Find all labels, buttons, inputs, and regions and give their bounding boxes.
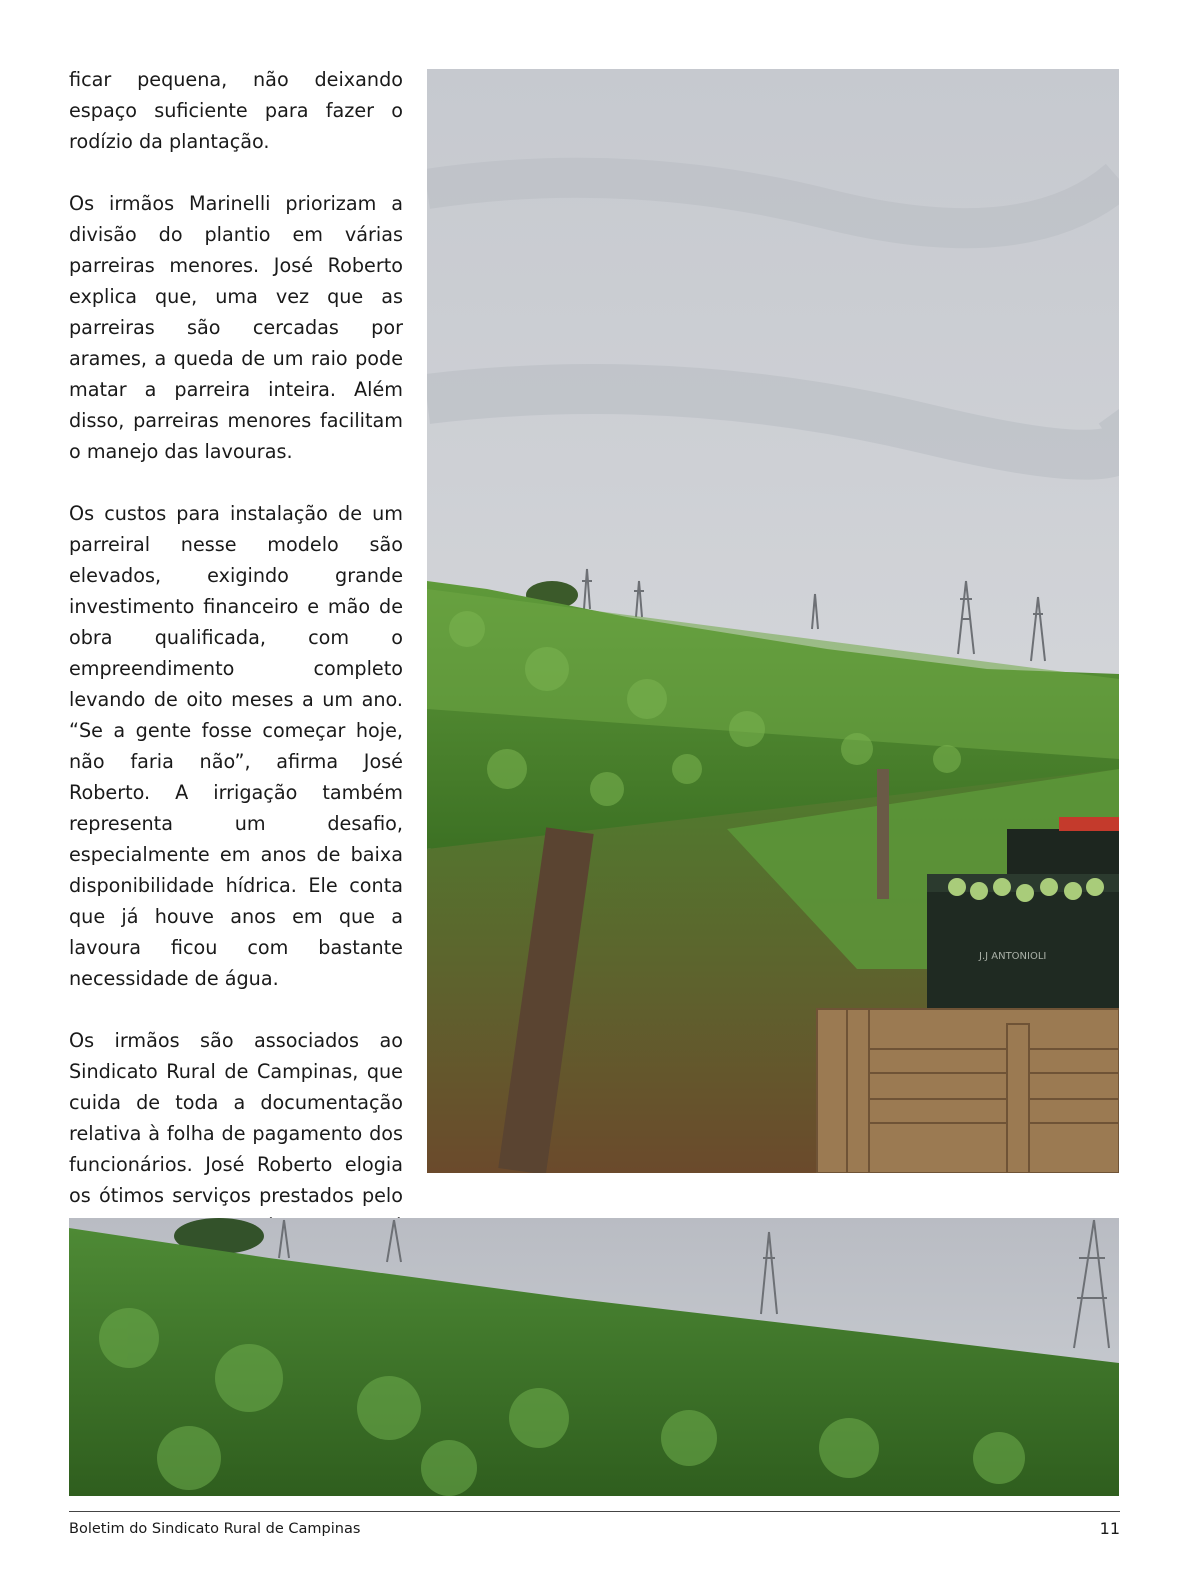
footer-divider [69, 1511, 1120, 1512]
article-text [69, 64, 403, 1273]
crate-label: J.J ANTONIOLI [979, 951, 1047, 962]
page-number: 11 [1099, 1519, 1120, 1538]
paragraph-4: Os irmãos são associados ao Sindicato Rural de Campinas, que cuida de toda a documentação relativa à folha de pagamento dos funcionários. José Roberto elogia os ótimos serviços prestados pelo [69, 1029, 403, 1207]
photo-vine-field-panorama [69, 1218, 1119, 1496]
paragraph-1: ficar pequena, não deixando espaço suficiente para fazer o rodízio da plantação. [69, 68, 403, 153]
paragraph-3: Os custos para instalação de um parreiral nesse modelo são elevados, exigindo grande investimento financeiro e mão de obra qualificada, com o empreendimento completo levando de oito meses a um ano. “Se a gente fosse começar hoje, não faria não”, afirma José Roberto. A irrigação também representa um desafio, especialmente em anos de baixa disponibilidade hídrica. Ele conta que já houve anos em que a lavoura ficou com bastante necessidade de água. [69, 502, 403, 990]
photo-vine-field-graphic [69, 1218, 1119, 1496]
photo-vine-trellis-graphic [427, 69, 1119, 1173]
footer-publication-title: Boletim do Sindicato Rural de Campinas [69, 1521, 361, 1537]
paragraph-2: Os irmãos Marinelli priorizam a divisão do plantio em várias parreiras menores. José Roberto explica que, uma vez que as parreiras são cercadas por arames, a queda de um raio pode matar a parreira inteira. Além disso, parreiras menores facilitam o manejo das lavouras. [69, 192, 403, 463]
photo-vine-trellis-with-crates [427, 69, 1119, 1173]
